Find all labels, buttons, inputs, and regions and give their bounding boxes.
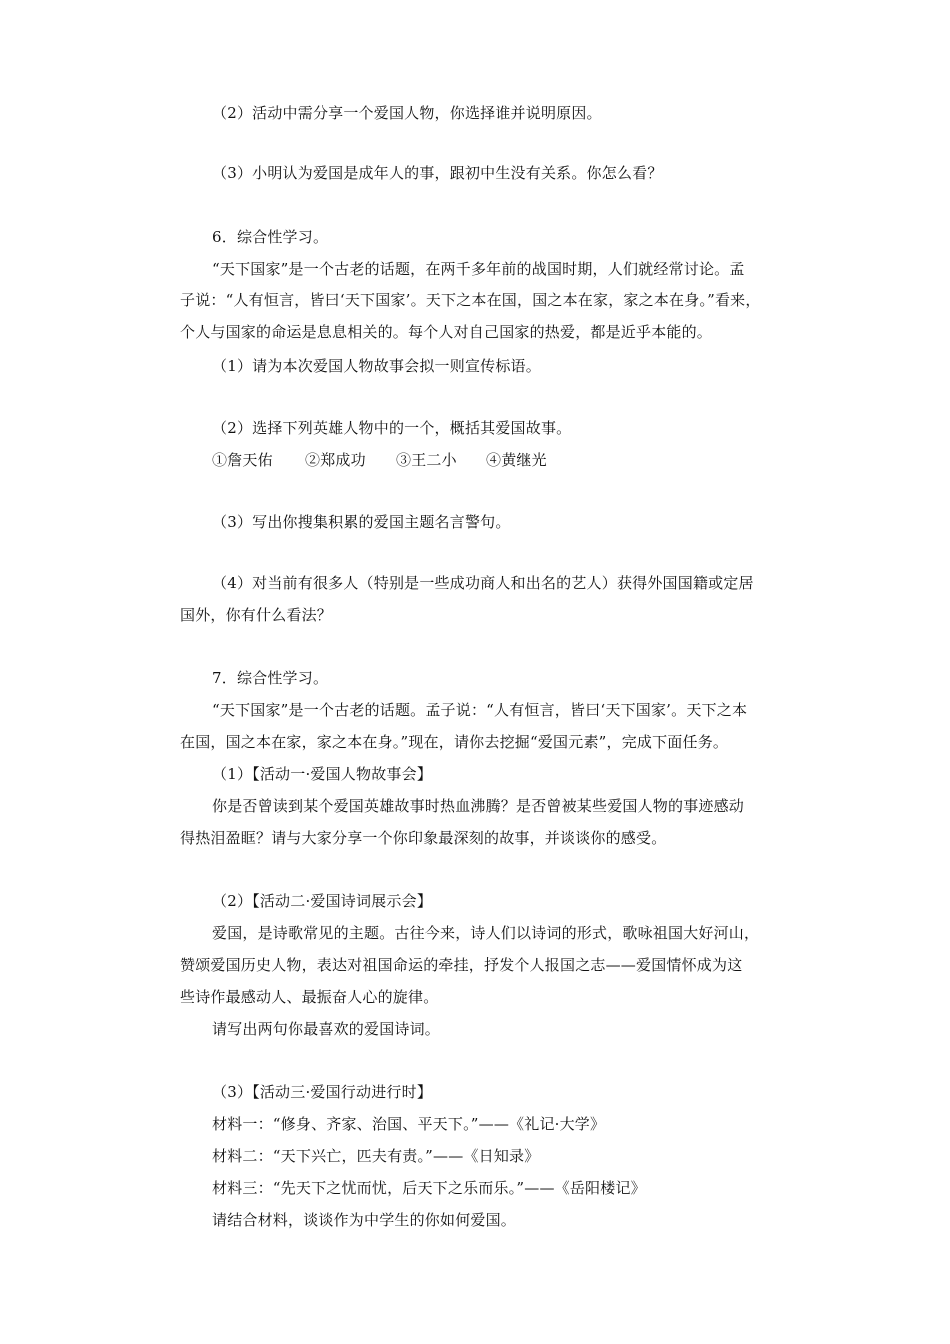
q7-activity1-title: （1）【活动一·爱国人物故事会】 [212,765,433,783]
q7-material: 材料三：“先天下之忧而忧，后天下之乐而乐。”——《岳阳楼记》 [212,1179,646,1197]
q7-activity1-text: 你是否曾读到某个爱国英雄故事时热血沸腾？是否曾被某些爱国人物的事迹感动 [212,797,745,815]
q6-intro-line: 子说：“人有恒言，皆曰‘天下国家’。天下之本在国，国之本在家，家之本在身。”看来， [180,291,761,309]
q5-sub2: （2）活动中需分享一个爱国人物，你选择谁并说明原因。 [212,104,602,122]
q7-activity2-text: 爱国，是诗歌常见的主题。古往今来，诗人们以诗词的形式，歌咏祖国大好河山， [212,924,760,942]
q6-hero-option: ③王二小 [396,451,457,469]
q7-activity3-title: （3）【活动三·爱国行动进行时】 [212,1083,433,1101]
q7-intro-line: “天下国家”是一个古老的话题。孟子说：“人有恒言，皆曰‘天下国家’。天下之本 [212,701,748,719]
q7-material: 材料二：“天下兴亡，匹夫有责。”——《日知录》 [212,1147,540,1165]
q6-sub3: （3）写出你搜集积累的爱国主题名言警句。 [212,513,511,531]
q6-hero-option: ②郑成功 [305,451,366,469]
q7-activity2-title: （2）【活动二·爱国诗词展示会】 [212,892,433,910]
q6-sub4-line: 国外，你有什么看法？ [180,606,333,624]
q7-title: 7．综合性学习。 [212,669,329,687]
q6-title: 6．综合性学习。 [212,228,329,246]
q7-intro-line: 在国，国之本在家，家之本在身。”现在，请你去挖掘“爱国元素”，完成下面任务。 [180,733,729,751]
q7-activity2-text: 赞颂爱国历史人物，表达对祖国命运的牵挂，抒发个人报国之志——爱国情怀成为这 [180,956,743,974]
q6-sub4-line: （4）对当前有很多人（特别是一些成功商人和出名的艺人）获得外国国籍或定居 [212,574,754,592]
q6-sub2: （2）选择下列英雄人物中的一个，概括其爱国故事。 [212,419,572,437]
q6-intro-line: “天下国家”是一个古老的话题，在两千多年前的战国时期，人们就经常讨论。孟 [212,260,745,278]
q6-sub1: （1）请为本次爱国人物故事会拟一则宣传标语。 [212,357,541,375]
q6-intro-line: 个人与国家的命运是息息相关的。每个人对自己国家的热爱，都是近乎本能的。 [180,323,713,341]
q6-hero-option: ④黄继光 [486,451,547,469]
q7-activity2-text: 些诗作最感动人、最振奋人心的旋律。 [180,988,439,1006]
q7-activity1-text: 得热泪盈眶？请与大家分享一个你印象最深刻的故事，并谈谈你的感受。 [180,829,667,847]
q6-hero-option: ①詹天佑 [212,451,273,469]
q7-activity2-question: 请写出两句你最喜欢的爱国诗词。 [212,1020,441,1038]
q5-sub3: （3）小明认为爱国是成年人的事，跟初中生没有关系。你怎么看？ [212,164,663,182]
q7-activity3-question: 请结合材料，谈谈作为中学生的你如何爱国。 [212,1211,517,1229]
q7-material: 材料一：“修身、齐家、治国、平天下。”——《礼记·大学》 [212,1115,606,1133]
